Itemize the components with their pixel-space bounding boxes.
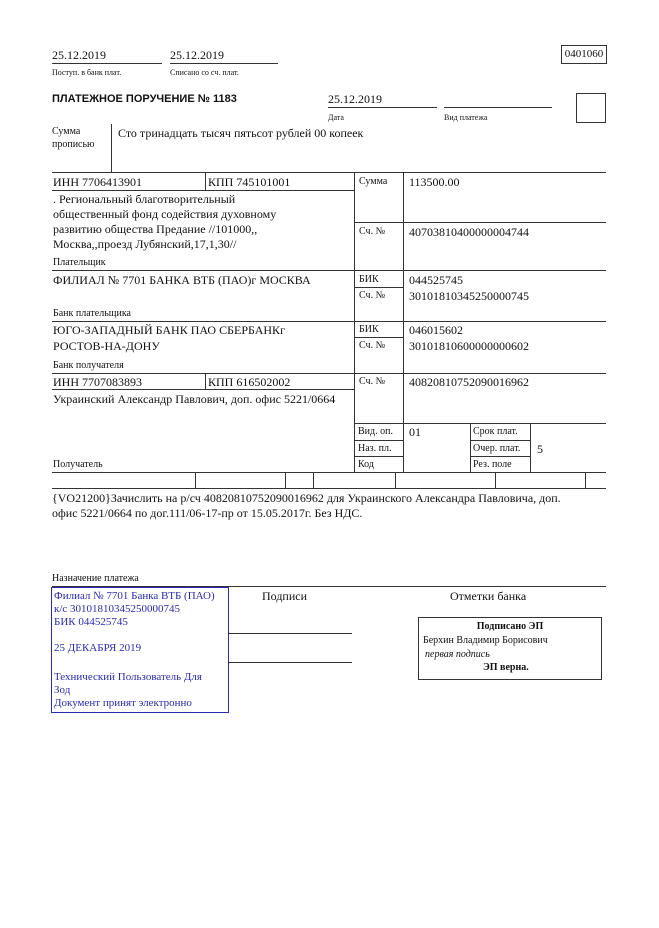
stamp-line: Документ принят электронно (54, 697, 192, 709)
payee-inn: ИНН 7707083893 (53, 375, 142, 389)
stamp-line: Зод (54, 684, 71, 696)
divider (354, 287, 403, 288)
divider (495, 472, 496, 488)
debited-date: 25.12.2019 (170, 48, 224, 62)
divider (111, 124, 112, 172)
priority: 5 (537, 442, 543, 456)
divider (470, 423, 471, 472)
code-label: Код (358, 459, 374, 470)
payee-account: 40820810752090016962 (409, 375, 529, 389)
bank-stamp (51, 587, 229, 713)
payer-name-line: . Региональный благотворительный (53, 192, 236, 206)
payer-bank-name: ФИЛИАЛ № 7701 БАНКА ВТБ (ПАО)г МОСКВА (53, 273, 311, 287)
received-label: Поступ. в банк плат. (52, 68, 122, 77)
purpose-line: офис 5221/0664 по дог.111/06-17-пр от 15.05.2017г. Без НДС. (52, 506, 363, 520)
payee-bank-name-line: РОСТОВ-НА-ДОНУ (53, 339, 160, 353)
amount-words-label-2: прописью (52, 139, 95, 150)
date-label: Дата (328, 113, 344, 122)
purpose-code-label: Наз. пл. (358, 443, 392, 454)
payer-account-label: Сч. № (359, 226, 386, 237)
divider (530, 423, 531, 472)
divider (52, 472, 606, 473)
priority-label: Очер. плат. (473, 443, 521, 454)
divider (285, 472, 286, 488)
op-type: 01 (409, 425, 421, 439)
signer-role: первая подпись (425, 649, 490, 660)
divider (354, 440, 403, 441)
payee-bank-account-label: Сч. № (359, 340, 386, 351)
divider (354, 222, 606, 223)
divider (328, 107, 437, 108)
divider (403, 172, 404, 472)
divider (52, 321, 606, 322)
divider (170, 63, 278, 64)
payer-name-line: развитию общества Предание //101000,, (53, 222, 258, 236)
e-signature-box (418, 617, 602, 680)
bank-marks-label: Отметки банка (450, 589, 527, 603)
payee-bank-account: 30101810600000000602 (409, 339, 529, 353)
page-title: ПЛАТЕЖНОЕ ПОРУЧЕНИЕ № 1183 (52, 93, 237, 105)
amount-value: 113500.00 (409, 175, 460, 189)
signed-title: Подписано ЭП (476, 621, 544, 632)
divider (470, 456, 530, 457)
payer-label: Плательщик (53, 257, 106, 268)
signature-line (228, 633, 352, 634)
payee-label: Получатель (53, 459, 103, 470)
divider (52, 63, 162, 64)
payer-account: 40703810400000004744 (409, 225, 529, 239)
payer-bank-label: Банк плательщика (53, 308, 131, 319)
divider (52, 488, 606, 489)
divider (205, 373, 206, 389)
payer-bank-account-label: Сч. № (359, 290, 386, 301)
stamp-line: БИК 044525745 (54, 616, 128, 628)
purpose-line: {VO21200}Зачислить на р/сч 40820810752090016962 для Украинского Александра Павловича, доп. (52, 491, 561, 505)
divider (585, 472, 586, 488)
payee-bank-name-line: ЮГО-ЗАПАДНЫЙ БАНК ПАО СБЕРБАНКг (53, 323, 285, 337)
stamp-line: к/с 30101810345250000745 (54, 603, 181, 615)
document-date: 25.12.2019 (328, 92, 382, 106)
amount-words-label: Сумма (52, 126, 81, 137)
stamp-line: Технический Пользователь Для (54, 671, 202, 683)
divider (205, 172, 206, 190)
payer-kpp: КПП 745101001 (208, 175, 291, 189)
payment-type-box (576, 93, 606, 123)
purpose-label: Назначение платежа (52, 573, 139, 584)
divider (52, 389, 354, 390)
divider (52, 373, 606, 374)
divider (444, 107, 552, 108)
divider (195, 472, 196, 488)
payee-kpp: КПП 616502002 (208, 375, 291, 389)
payee-bank-bik-label: БИК (359, 324, 379, 335)
form-code: 0401060 (561, 45, 607, 64)
op-type-label: Вид. оп. (358, 426, 393, 437)
received-date: 25.12.2019 (52, 48, 106, 62)
payer-bank-account: 30101810345250000745 (409, 289, 529, 303)
signer-name: Берхин Владимир Борисович (423, 635, 548, 646)
signature-line (228, 662, 352, 663)
stamp-line: Филиал № 7701 Банка ВТБ (ПАО) (54, 590, 215, 602)
divider (313, 472, 314, 488)
divider (354, 337, 403, 338)
divider (52, 172, 606, 173)
payer-inn: ИНН 7706413901 (53, 175, 142, 189)
payer-bank-bik-label: БИК (359, 274, 379, 285)
payee-name: Украинский Александр Павлович, доп. офис 5221/0664 (53, 392, 336, 406)
amount-label: Сумма (359, 176, 388, 187)
payment-type-label: Вид платежа (444, 113, 488, 122)
payer-bank-bik: 044525745 (409, 273, 463, 287)
divider (354, 456, 403, 457)
divider (354, 423, 606, 424)
amount-words: Сто тринадцать тысяч пятьсот рублей 00 копеек (118, 126, 364, 140)
payee-bank-bik: 046015602 (409, 323, 463, 337)
divider (52, 270, 606, 271)
signatures-label: Подписи (262, 589, 308, 603)
stamp-line: 25 ДЕКАБРЯ 2019 (54, 642, 142, 654)
payee-bank-label: Банк получателя (53, 360, 124, 371)
payer-name-line: общественный фонд содействия духовному (53, 207, 277, 221)
due-label: Срок плат. (473, 426, 518, 437)
divider (470, 440, 530, 441)
reserve-label: Рез. поле (473, 459, 512, 470)
signature-status: ЭП верна. (483, 662, 529, 673)
payer-name-line: Москва,,проезд Лубянский,17,1,30// (53, 237, 237, 251)
divider (395, 472, 396, 488)
divider (354, 172, 355, 472)
payee-account-label: Сч. № (359, 376, 386, 387)
divider (52, 190, 354, 191)
debited-label: Списано со сч. плат. (170, 68, 239, 77)
